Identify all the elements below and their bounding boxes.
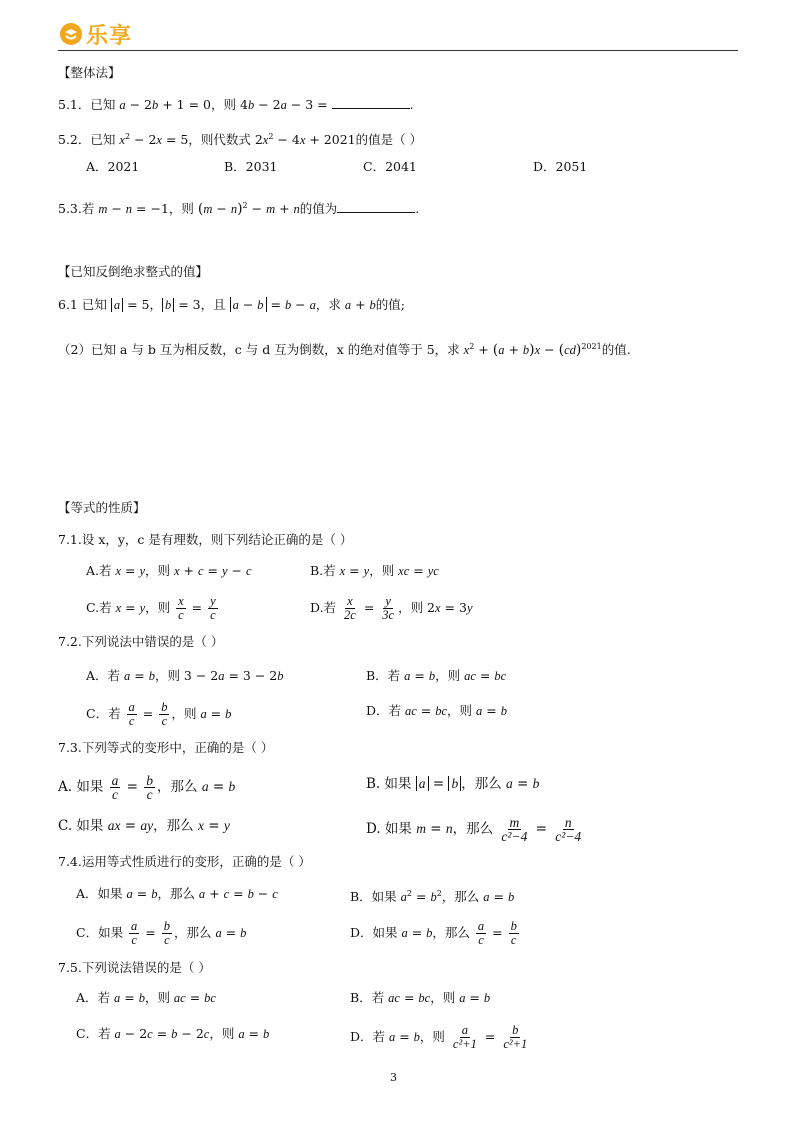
option-7-2-d[interactable]: D．若 ac = bc，则 a = b — [366, 703, 507, 718]
option-7-2-b[interactable]: B．若 a = b，则 ac = bc — [366, 668, 507, 683]
question-7-3: 7.3.下列等式的变形中，正确的是（ ） — [58, 740, 274, 755]
section-heading-whole: 【整体法】 — [58, 65, 121, 80]
question-5-3: 5.3.若 m − n = −1，则 $(m - n)^2 - m + n$的值为 . — [58, 196, 419, 219]
option-7-3-b[interactable]: B. 如果 a = b ，那么 a = b — [366, 776, 540, 792]
question-6-1: 6.1 已知 a = 5， b = 3，且 a − b = b − a，求 a + b的值; — [58, 297, 405, 312]
option-7-4-c[interactable]: C．如果 $\frac{a}{c}$ = $\frac{b}{c}$ ，那么 a = b — [76, 919, 247, 947]
option-7-1-c[interactable]: C.若 x = y，则 $\frac{x}{c}$ = $\frac{y}{c}$ — [86, 594, 216, 622]
option-7-2-a[interactable]: A．若 a = b，则 3 − 2a = 3 − 2b — [86, 668, 284, 683]
option-7-2-c[interactable]: C．若 $\frac{a}{c}$ = $\frac{b}{c}$ ，则 a = b — [86, 700, 232, 728]
option-7-4-d[interactable]: D．如果 a = b，那么 $\frac{a}{c}$ = $\frac{b}{c}$ — [350, 919, 517, 947]
answer-blank[interactable] — [332, 94, 410, 109]
option-7-4-a[interactable]: A．如果 a = b，那么 a + c = b − c — [76, 886, 278, 901]
question-7-4: 7.4.运用等式性质进行的变形，正确的是（ ） — [58, 854, 311, 869]
option-5-2-b[interactable]: B．2031 — [224, 159, 278, 174]
header-rule — [58, 50, 738, 51]
logo — [59, 20, 132, 48]
option-7-1-b[interactable]: B.若 x = y，则 xc = yc — [310, 563, 439, 578]
logo-text: 乐享 — [86, 23, 133, 49]
question-7-2: 7.2.下列说法中错误的是（ ） — [58, 634, 224, 649]
section-heading-abs: 【已知反倒绝求整式的值】 — [58, 264, 209, 279]
option-7-5-c[interactable]: C．若 a − 2c = b − 2c，则 a = b — [76, 1026, 270, 1041]
option-7-5-a[interactable]: A．若 a = b，则 ac = bc — [76, 990, 216, 1005]
question-7-1: 7.1.设 x，y，c 是有理数，则下列结论正确的是（ ） — [58, 532, 353, 547]
option-5-2-a[interactable]: A．2021 — [86, 159, 140, 174]
option-7-5-b[interactable]: B．若 ac = bc，则 a = b — [350, 990, 491, 1005]
option-7-3-a[interactable]: A. 如果 $\frac{a}{c}$ = $\frac{b}{c}$ ，那么 a = b — [58, 773, 236, 802]
option-7-5-d[interactable]: D．若 a = b，则 $\frac{a}{\text{c²+1}}$ = $\frac{b}{\text{c²+1}}$ — [350, 1023, 528, 1051]
option-7-3-d[interactable]: D. 如果 m = n，那么 $\frac{m}{\text{c²−4}}$ = $\frac{n}{\text{c²−4}}$ — [366, 815, 582, 844]
option-7-4-b[interactable]: B．如果 $a^2 = b^2$，那么 a = b — [350, 889, 515, 905]
question-5-1: 5.1．已知 a − 2b + 1 = 0，则 4b − 2a − 3 = . — [58, 94, 414, 115]
question-7-5: 7.5.下列说法错误的是（ ） — [58, 960, 211, 975]
option-7-1-d[interactable]: D.若 $\frac{x}{2c}$ = $\frac{y}{3c}$ ，则 2x = 3y — [310, 594, 473, 622]
question-6-2: （2）已知 a 与 b 互为相反数，c 与 d 互为倒数，x 的绝对值等于 5，求 $x^2 + (a + b)x - (cd)^{2021}$的值. — [58, 342, 631, 359]
section-heading-equation: 【等式的性质】 — [58, 500, 146, 515]
answer-blank[interactable] — [337, 198, 415, 213]
option-5-2-c[interactable]: C．2041 — [363, 159, 417, 174]
option-5-2-d[interactable]: D．2051 — [533, 159, 588, 174]
logo-smile-icon — [59, 22, 83, 46]
option-7-3-c[interactable]: C. 如果 ax = ay，那么 x = y — [58, 818, 230, 834]
page-number: 3 — [390, 1071, 397, 1084]
question-5-2: 5.2．已知 $x^2 - 2x = 5$，则代数式 $2x^2 - 4x + 2021$的值是（ ） — [58, 132, 423, 148]
option-7-1-a[interactable]: A.若 x = y，则 x + c = y − c — [86, 563, 252, 578]
